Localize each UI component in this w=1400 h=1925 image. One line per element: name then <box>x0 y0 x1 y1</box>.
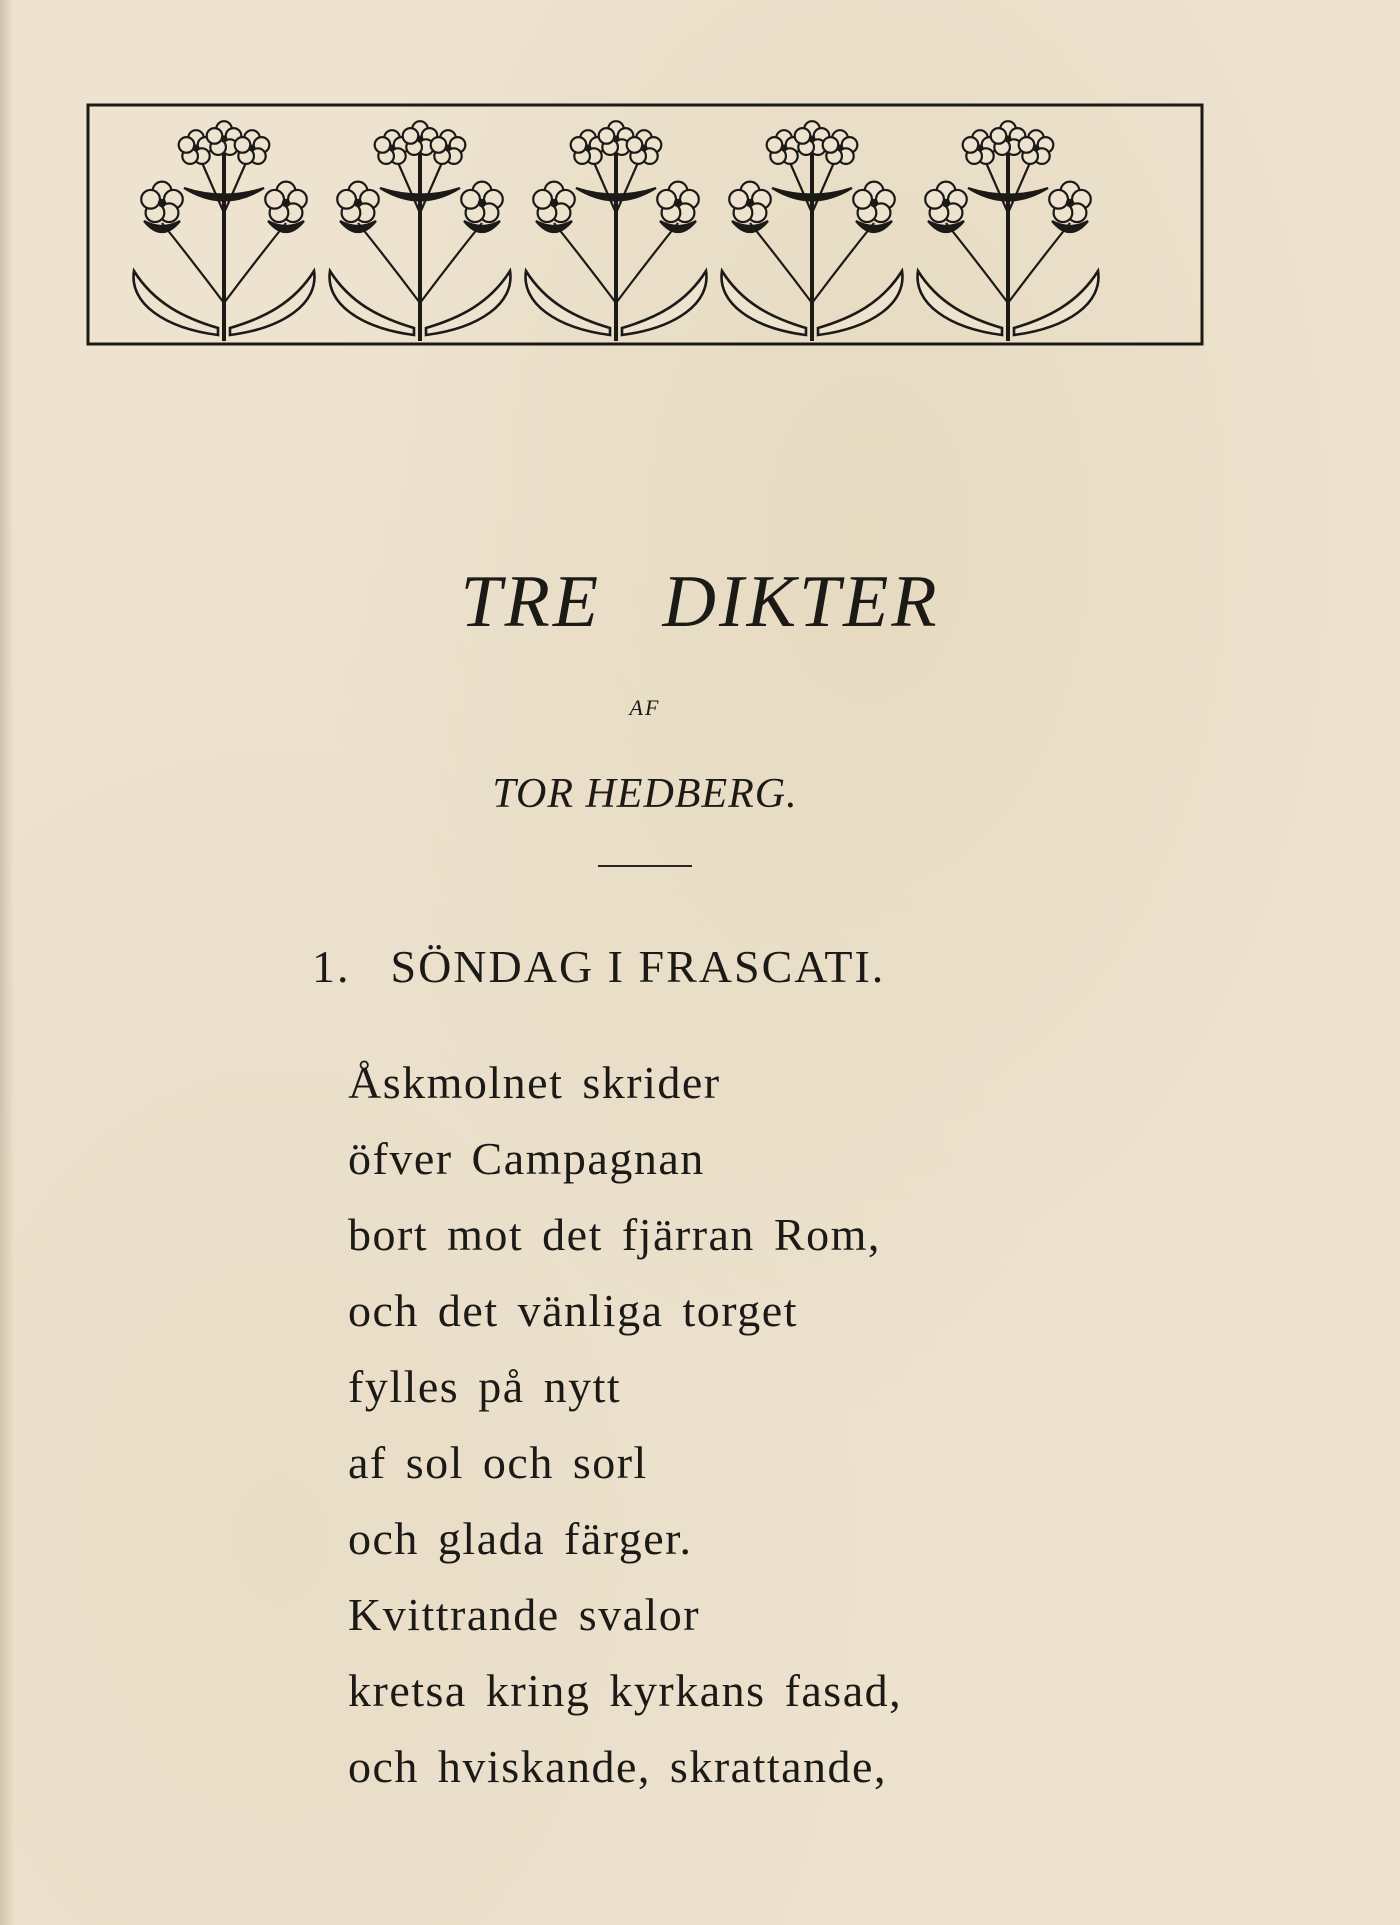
poem-line: af sol och sorl <box>348 1437 648 1488</box>
section-heading <box>312 940 885 993</box>
poem-line: och det vänliga torget <box>348 1285 798 1336</box>
poem <box>348 1045 902 1805</box>
section-title: SÖNDAG I FRASCATI. <box>390 941 886 992</box>
flower-group-icon <box>330 121 511 341</box>
section-number: 1. <box>312 941 351 992</box>
divider-rule <box>598 865 692 867</box>
poem-line: Kvittrande svalor <box>348 1589 701 1640</box>
poem-line: och hviskande, skrattande, <box>348 1741 887 1792</box>
poem-line: bort mot det fjärran Rom, <box>348 1209 881 1260</box>
byline-af: AF <box>629 695 661 720</box>
flower-group-icon <box>918 121 1099 341</box>
page-edge-shadow <box>0 0 14 1925</box>
author-name: TOR HEDBERG. <box>492 771 798 817</box>
poem-line: fylles på nytt <box>348 1361 622 1412</box>
poem-line: öfver Campagnan <box>348 1133 705 1184</box>
flower-group-icon <box>722 121 903 341</box>
page-title: TRE DIKTER <box>460 561 940 643</box>
poem-line: kretsa kring kyrkans fasad, <box>348 1665 903 1716</box>
flower-group-icon <box>526 121 707 341</box>
flower-group-icon <box>134 121 315 341</box>
flower-border-icon <box>86 103 1204 346</box>
poem-line: Åskmolnet skrider <box>348 1057 721 1108</box>
poem-line: och glada färger. <box>348 1513 693 1564</box>
